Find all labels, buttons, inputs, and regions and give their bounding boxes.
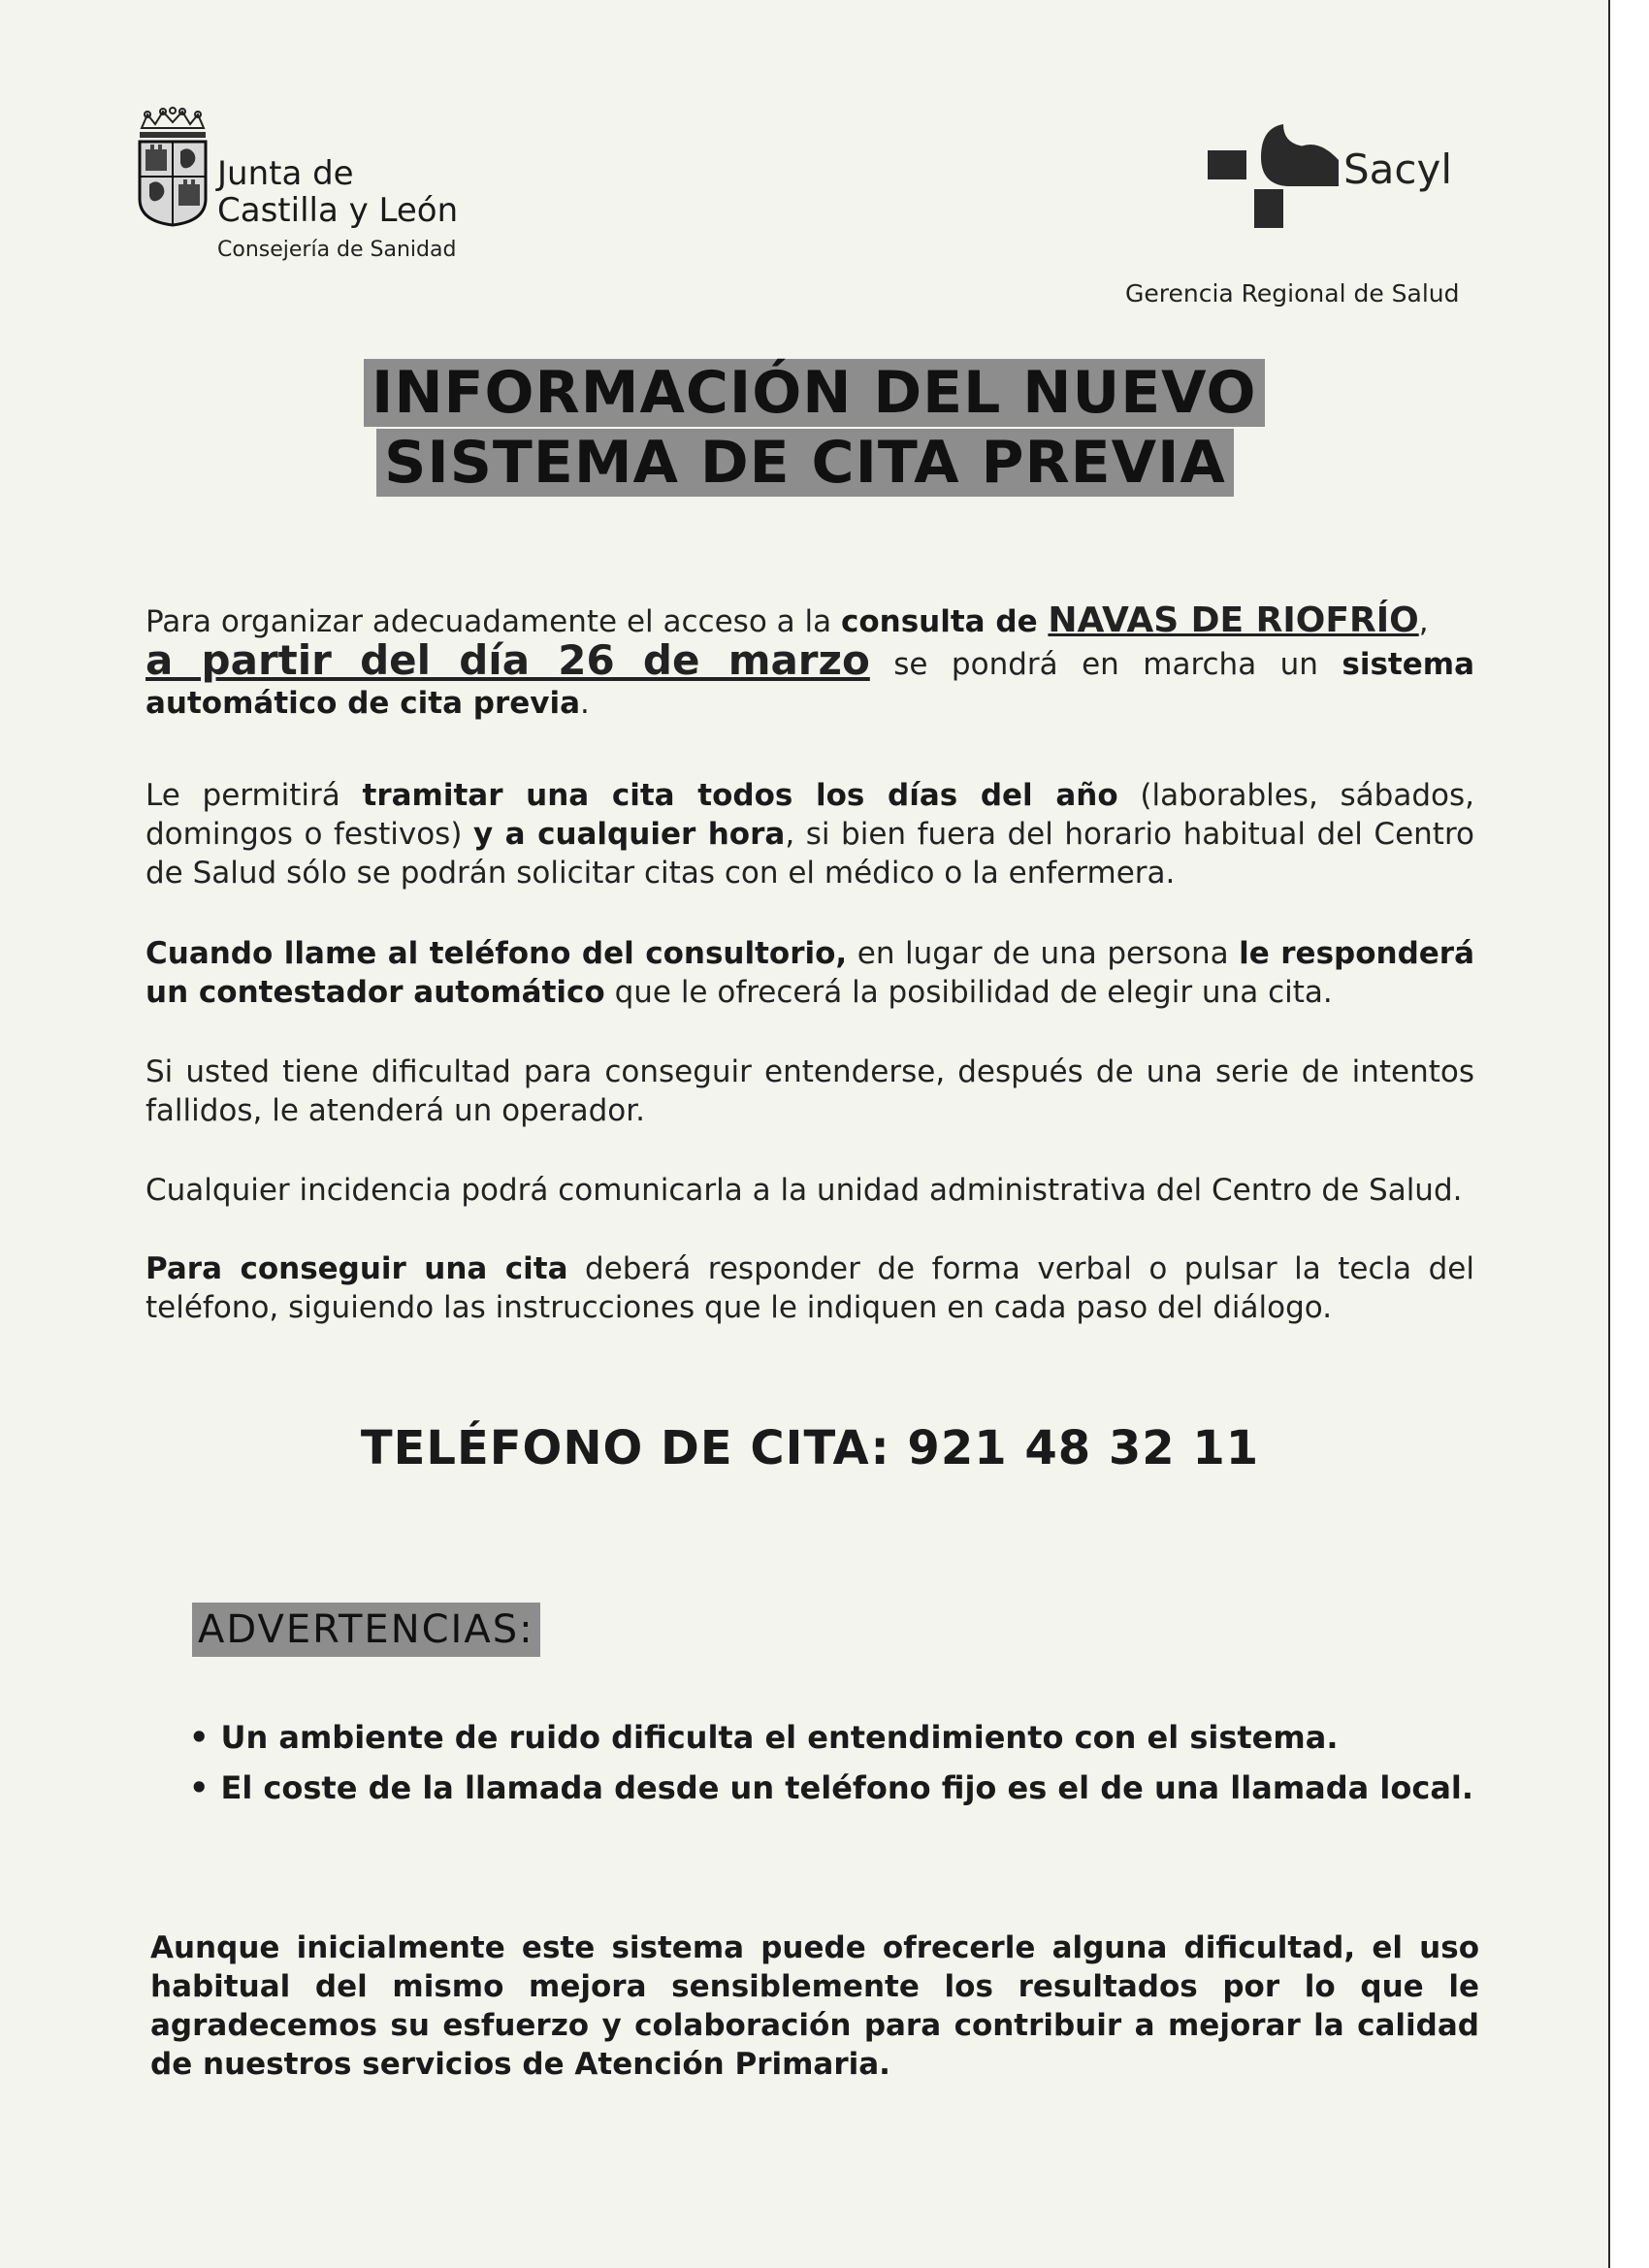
intro-text-1: Para organizar adecuadamente el acceso a la <box>146 604 841 639</box>
start-date: a partir del día 26 de marzo <box>146 636 870 684</box>
junta-logo <box>136 107 524 272</box>
paragraph-operator: Si usted tiene dificultad para conseguir entenderse, después de una serie de intentos fallidos, le atenderá un operador. <box>146 1054 1474 1128</box>
intro-text-2: , <box>1418 604 1429 639</box>
closing-paragraph: Aunque inicialmente este sistema puede ofrecerle alguna dificultad, el uso habitual del mismo mejora sensiblemente los resultados por lo que le agradecemos su esfuerzo y colaboración para contribuir a mejorar la calidad de nuestros servicios de Atención Primaria. <box>150 1930 1479 2082</box>
intro-text-4: . <box>580 686 590 721</box>
p3-bold-1: Cuando llame al teléfono del consultorio, <box>146 936 848 971</box>
p2-text-2: (laborables, sábados, domingos o festivos) <box>146 778 1475 852</box>
list-item: • El coste de la llamada desde un teléfono fijo es el de una llamada local. <box>189 1763 1473 1813</box>
p3-text-1: en lugar de una persona <box>847 936 1240 971</box>
junta-name-line2: Castilla y León <box>217 191 459 230</box>
intro-bold-2: sistema automático de cita previa <box>146 647 1474 721</box>
regional-label: Gerencia Regional de Salud <box>1125 279 1460 308</box>
paragraph-incidents: Cualquier incidencia podrá comunicarla a la unidad administrativa del Centro de Salud. <box>146 1173 1463 1208</box>
p3-text-2: que le ofrecerá la posibilidad de elegir una cita. <box>604 975 1333 1010</box>
warnings-list <box>189 1712 1473 1813</box>
appointment-phone: TELÉFONO DE CITA: 921 48 32 11 <box>360 1421 1260 1475</box>
sacyl-logo <box>1208 107 1479 233</box>
coat-of-arms-icon <box>136 107 210 228</box>
p2-bold-2: y a cualquier hora <box>472 817 786 852</box>
title-line2: SISTEMA DE CITA PREVIA <box>376 429 1234 497</box>
intro-bold-1: consulta de <box>840 604 1049 639</box>
department-label: Consejería de Sanidad <box>217 238 457 262</box>
page-title <box>364 359 1257 497</box>
intro-text-3: se pondrá en marcha un <box>869 647 1342 682</box>
paragraph-answering <box>146 934 1474 1012</box>
junta-name-line1: Junta de <box>217 154 354 193</box>
page-edge <box>1608 0 1649 2268</box>
p6-text-1: deberá responder de forma verbal o pulsar la tecla del teléfono, siguiendo las instrucciones que le indiquen en cada paso del diálogo. <box>146 1251 1474 1325</box>
p2-text-3: , si bien fuera del horario habitual del Centro de Salud sólo se podrán solicitar citas con el médico o la enfermera. <box>146 817 1474 891</box>
warnings-heading: ADVERTENCIAS: <box>192 1603 540 1657</box>
title-line1: INFORMACIÓN DEL NUEVO <box>364 359 1265 427</box>
intro-paragraph <box>146 601 1474 723</box>
p3-bold-2: le responderá un contestador automático <box>146 936 1475 1010</box>
p2-bold-1: tramitar una cita todos los días del año <box>362 778 1118 813</box>
list-item: • Un ambiente de ruido dificulta el entendimiento con el sistema. <box>189 1712 1473 1763</box>
sacyl-brand: Sacyl <box>1343 146 1453 193</box>
junta-name <box>217 155 458 229</box>
paragraph-instructions <box>146 1249 1474 1327</box>
sacyl-cross-icon <box>1208 107 1339 228</box>
paragraph-schedule <box>146 776 1474 892</box>
location-name: NAVAS DE RIOFRÍO <box>1048 600 1419 640</box>
p2-text-1: Le permitirá <box>146 778 363 813</box>
p6-bold-1: Para conseguir una cita <box>146 1251 568 1286</box>
